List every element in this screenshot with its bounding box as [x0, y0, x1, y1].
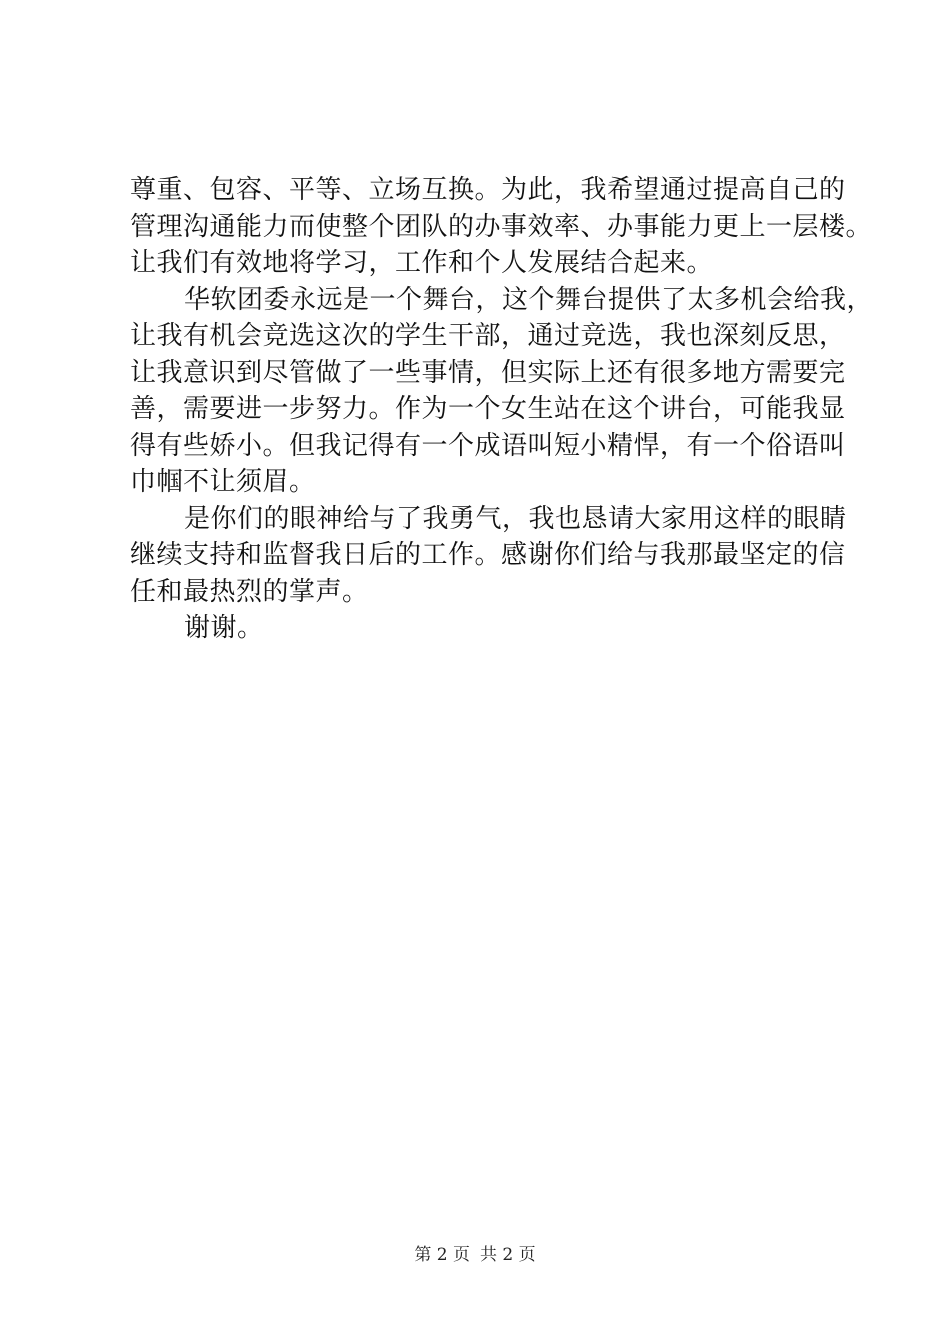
- text-line: 善，需要进一步努力。作为一个女生站在这个讲台，可能我显: [130, 394, 846, 424]
- paragraph-start-line: 华软团委永远是一个舞台，这个舞台提供了太多机会给我，: [184, 284, 874, 315]
- text-line: 得有些娇小。但我记得有一个成语叫短小精悍，有一个俗语叫: [130, 430, 846, 461]
- page-number: 第 2 页: [414, 1245, 470, 1265]
- document-body: [130, 172, 874, 647]
- text-line: 让我们有效地将学习，工作和个人发展结合起来。: [130, 248, 714, 278]
- text-line: 继续支持和监督我日后的工作。感谢你们给与我那最坚定的信: [130, 540, 846, 570]
- page-footer: [0, 1240, 950, 1265]
- text-line: 让我意识到尽管做了一些事情，但实际上还有很多地方需要完: [130, 357, 846, 388]
- closing-line: 谢谢。: [184, 613, 264, 643]
- text-line: 任和最热烈的掌声。: [130, 576, 369, 607]
- paragraph-start-line: 是你们的眼神给与了我勇气，我也恳请大家用这样的眼睛: [184, 503, 847, 534]
- text-line: 巾帼不让须眉。: [130, 467, 316, 497]
- text-line: 尊重、包容、平等、立场互换。为此，我希望通过提高自己的: [130, 175, 846, 205]
- text-line: 管理沟通能力而使整个团队的办事效率、办事能力更上一层楼。: [130, 211, 873, 242]
- text-line: 让我有机会竞选这次的学生干部，通过竞选，我也深刻反思，: [130, 321, 846, 351]
- page-total: 共 2 页: [480, 1245, 536, 1265]
